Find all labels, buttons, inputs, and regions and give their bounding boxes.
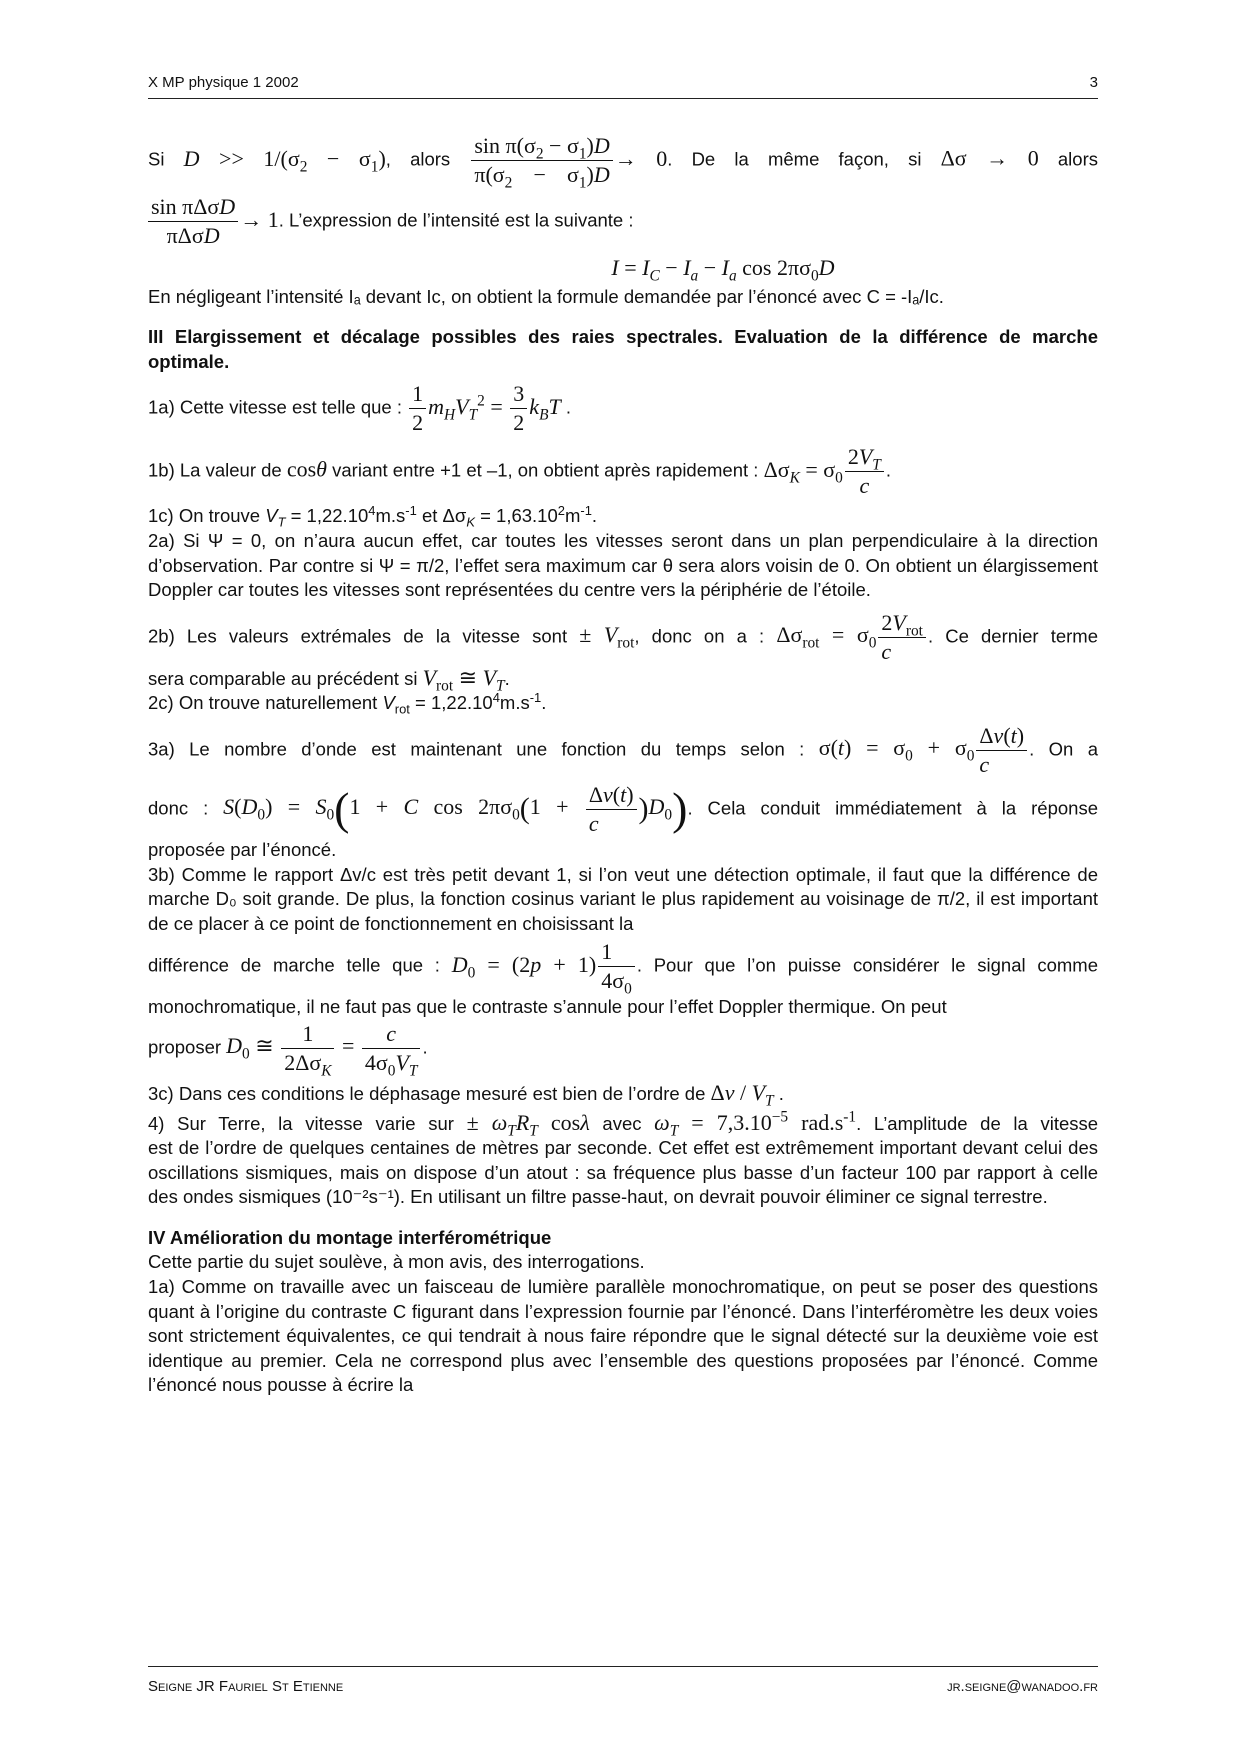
page-header [148, 74, 1098, 91]
math-3a-sigma: $\sigma(t) = \sigma_0 + \sigma_0$ $\frac{\Delta v(t)}{c}$ [819, 735, 1029, 760]
answer-1c: 1c) On trouve $V_T = 1,22.10^4m.s^{-1}$ et $\Delta\sigma_K = 1,63.10^2m^{-1}$. [148, 503, 598, 531]
math-limit-sinc: $\frac{\sin \pi(\sigma_2 - \sigma_1)D}{\pi(\sigma_2 - \sigma_1)D}$ → 0 [469, 146, 667, 171]
para-limit-1: Si $D >> 1/(\sigma_2 - \sigma_1)$, alors $\frac{\sin \pi(\sigma_2 - \sigma_1)D}{\pi(\sigma_2 - \sigma_1)D}$ → 0. De la même façon, si Δσ → 0 alors [148, 133, 1098, 192]
section-4-intro: Cette partie du sujet soulève, à mon avis, des interrogations. [148, 1251, 645, 1273]
footer-author: Seigne JR Fauriel St Etienne [148, 1678, 344, 1695]
answer-3a-cont: donc : $S(D_0) = S_0(1 + C$ $\cos 2\pi\sigma_0(1$ + $\frac{\Delta v(t)}{c}$ )$D_0$). Cela conduit immédiatement à la réponse [148, 781, 1098, 836]
answer-3b-cont2: monochromatique, il ne faut pas que le contraste s’annule pour l’effet Doppler thermique. On peut [148, 996, 947, 1018]
section-3-title: III Elargissement et décalage possibles des raies spectrales. Evaluation de la différence de marche optimale. [148, 326, 1098, 372]
answer-3c: 3c) Dans ces conditions le déphasage mesuré est bien de l’ordre de Δv / $V_T$ . [148, 1079, 784, 1110]
answer-3b-cont: différence de marche telle que : $D_0 = (2p + 1)$ $\frac{1}{4\sigma_0}$ . Pour que l’on puisse considérer le signal comme [148, 939, 1099, 998]
page-body [148, 118, 1098, 1398]
answer-2b-cont: sera comparable au précédent si $V_{rot}$ ≅ $V_T$. [148, 664, 510, 695]
math-3b-propose: $D_0$ ≅ $\frac{1}{2\Delta\sigma_K}$ = $\frac{c}{4\sigma_0V_T}$ [226, 1033, 422, 1058]
answer-2a: 2a) Si Ψ = 0, on n’aura aucun effet, car toutes les vitesses seront dans un plan perpendiculaire à la direction d’observation. Par contre si Ψ = π/2, l’effet sera maximum car θ sera alors voisin de 0. On obtient un élargissement Doppler car toutes les vitesses sont représentées du centre vers la périphérie de l’étoile. [148, 529, 1098, 601]
math-delta-sigma: Δσ → 0 [940, 145, 1039, 171]
answer-3a: 3a) Le nombre d’onde est maintenant une fonction du temps selon : $\sigma(t) = \sigma_0 + \sigma_0$ $\frac{\Delta v(t)}{c}$ . On a [148, 722, 1099, 777]
math-limit-2: $\frac{\text{sin πΔσD}}{\text{πΔσD}}$ → 1 [148, 207, 279, 232]
answer-3b: 3b) Comme le rapport Δv/c est très petit devant 1, si l’on veut une détection optimale, il faut que la différence de marche D₀ soit grande. De plus, la fonction cosinus variant le plus rapidement au voisinage de π/2, il est important de ce placer à ce point de fonctionnement en choisissant la [148, 863, 1098, 934]
answer-2c: 2c) On trouve naturellement $V_{rot} = 1,22.10^4m.s^{-1}$. [148, 690, 547, 718]
answer-4: 4) Sur Terre, la vitesse varie sur ± $\omega_TR_T$ cosλ avec $\omega_T = 7,3.10^{-5}$ $rad.s^{-1}$. L’amplitude de la vitesse [148, 1108, 1099, 1139]
para-intensity: En négligeant l’intensité Iₐ devant Iᴄ, on obtient la formule demandée par l’énoncé avec C = -Iₐ/Iᴄ. [148, 285, 944, 307]
math-3a-signal: $S(D_0) = S_0(1 + C$ $\cos 2\pi\sigma_0(1$ + $\frac{\Delta v(t)}{c}$ )$D_0$) [223, 781, 688, 836]
section-4-1a: 1a) Comme on travaille avec un faisceau de lumière parallèle monochromatique, on peut se poser des questions quant à l’origine du contraste C figurant dans l’expression fournie par l’énoncé. Dans l’interféromètre les deux voies sont strictement équivalentes, ce qui tendrait à nous faire répondre que le signal détecté sur la deuxième voie est identique au premier. Cela ne correspond plus avec l’ensemble des questions proposées par l’énoncé. Comme l’énoncé nous pousse à écrire la [148, 1276, 1098, 1396]
page-footer [148, 1678, 1098, 1695]
equation-intensity: $I = I_C - I_a - I_a$ $\cos 2\pi\sigma_0D$ [611, 255, 835, 285]
header-rule [148, 98, 1098, 99]
answer-2b: 2b) Les valeurs extrémales de la vitesse sont ± $V_{rot}$, donc on a : $\Delta\sigma_{rot} = \sigma_0$ $\frac{2V_{rot}}{c}$ . Ce dernier terme [148, 609, 1099, 664]
answer-1a: 1a) Cette vitesse est telle que : $\frac{1}{2}$ $m_HV_T^2$ = $\frac{3}{2}$ $k_BT$ . [148, 381, 571, 436]
page-number: 3 [1089, 74, 1098, 91]
math-condition: $D >> 1/(\sigma_2 - \sigma_1)$ [183, 145, 386, 175]
answer-3b-propose: proposer $D_0$ ≅ $\frac{1}{2\Delta\sigma_K}$ = $\frac{c}{4\sigma_0V_T}$ . [148, 1020, 428, 1080]
footer-rule [148, 1666, 1098, 1667]
header-title: X MP physique 1 2002 [148, 74, 299, 91]
section-4-title: IV Amélioration du montage interférométrique [148, 1226, 552, 1248]
math-2b: $\Delta\sigma_{rot} = \sigma_0$ $\frac{2V_{rot}}{c}$ [776, 622, 928, 647]
math-3b-D0: $D_0 = (2p + 1)$ $\frac{1}{4\sigma_0}$ [452, 952, 637, 977]
answer-3a-end: proposée par l’énoncé. [148, 838, 337, 860]
answer-4-cont: est de l’ordre de quelques centaines de mètres par seconde. Cet effet est extrêmement important devant celui des oscillations sismiques, mais on dispose d’un atout : sa fréquence plus basse d’un facteur 100 par rapport à celle des ondes sismiques (10⁻²s⁻¹). En utilisant un filtre passe-haut, on devrait pouvoir éliminer ce signal terrestre. [148, 1137, 1098, 1208]
answer-1b: 1b) La valeur de cosθ variant entre +1 et –1, on obtient après rapidement : $\Delta\sigma_K = \sigma_0$ $\frac{2V_T}{c}$ . [148, 444, 891, 499]
math-1b: $\Delta\sigma_K = \sigma_0$ $\frac{2V_T}{c}$ [764, 457, 886, 482]
footer-email: jr.seigne@wanadoo.fr [947, 1678, 1098, 1695]
math-1a: $\frac{1}{2}$ $m_HV_T^2$ = $\frac{3}{2}$ $k_BT$ [407, 394, 561, 419]
para-limit-2: $\frac{\text{sin πΔσD}}{\text{πΔσD}}$ → 1. L’expression de l’intensité est la suivante : [148, 193, 1098, 250]
